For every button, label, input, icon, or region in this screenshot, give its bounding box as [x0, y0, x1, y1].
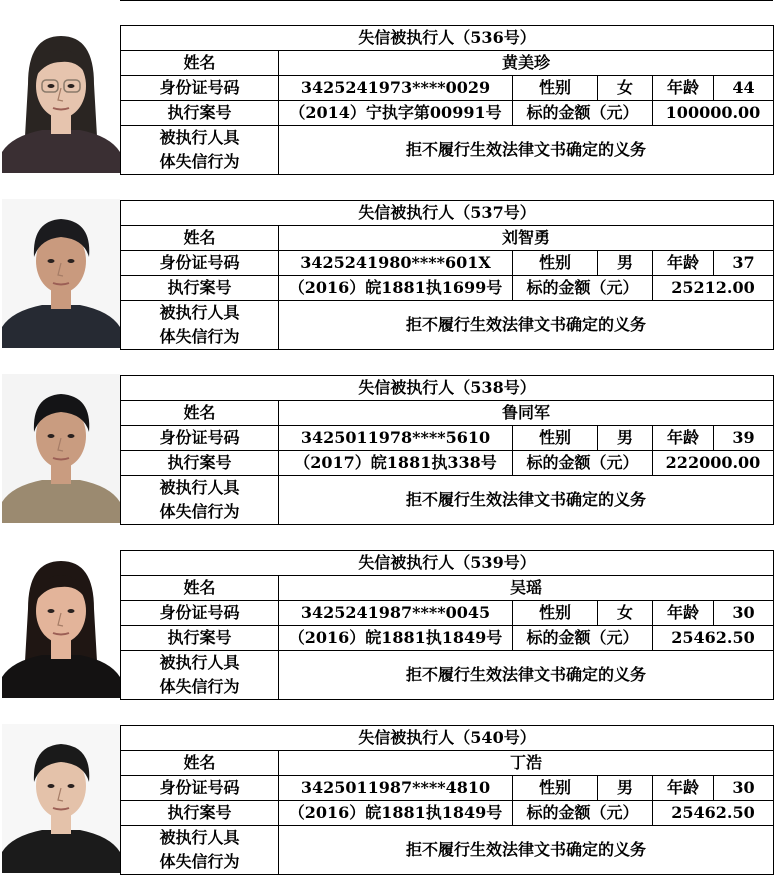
photo-eye-right — [68, 84, 75, 88]
name-value: 丁浩 — [279, 751, 774, 776]
record-table — [120, 550, 774, 700]
record-title: 失信被执行人（540号） — [121, 726, 774, 751]
behavior-label-line2: 体失信行为 — [159, 152, 240, 171]
name-label: 姓名 — [121, 576, 279, 601]
name-label: 姓名 — [121, 401, 279, 426]
name-label: 姓名 — [121, 751, 279, 776]
behavior-value: 拒不履行生效法律文书确定的义务 — [279, 476, 774, 525]
gender-value: 女 — [598, 76, 653, 101]
record-table — [120, 375, 774, 525]
record-title: 失信被执行人（539号） — [121, 551, 774, 576]
amount-value: 25462.50 — [653, 801, 774, 826]
case-number-value: （2016）皖1881执1849号 — [279, 626, 513, 651]
gender-label: 性别 — [513, 251, 598, 276]
gender-value: 男 — [598, 251, 653, 276]
id-number-value: 3425241980****601X — [279, 251, 513, 276]
record-table — [120, 200, 774, 350]
age-value: 30 — [714, 601, 774, 626]
behavior-label-line2: 体失信行为 — [159, 852, 240, 871]
photo-frame — [2, 374, 120, 523]
behavior-label — [121, 476, 279, 525]
case-number-value: （2016）皖1881执1849号 — [279, 801, 513, 826]
amount-value: 25212.00 — [653, 276, 774, 301]
photo-eye-right — [68, 784, 75, 788]
record-2 — [0, 350, 777, 521]
behavior-value: 拒不履行生效法律文书确定的义务 — [279, 301, 774, 350]
amount-label: 标的金额（元） — [513, 101, 653, 126]
age-label: 年龄 — [653, 76, 714, 101]
name-value: 吴瑶 — [279, 576, 774, 601]
amount-value: 100000.00 — [653, 101, 774, 126]
age-value: 39 — [714, 426, 774, 451]
gender-value: 女 — [598, 601, 653, 626]
behavior-label-line2: 体失信行为 — [159, 327, 240, 346]
gender-label: 性别 — [513, 601, 598, 626]
id-number-value: 3425011978****5610 — [279, 426, 513, 451]
behavior-label-line2: 体失信行为 — [159, 502, 240, 521]
behavior-label — [121, 651, 279, 700]
photo-eye-left — [48, 434, 55, 438]
case-number-label: 执行案号 — [121, 101, 279, 126]
amount-label: 标的金额（元） — [513, 801, 653, 826]
id-number-label: 身份证号码 — [121, 601, 279, 626]
amount-label: 标的金额（元） — [513, 276, 653, 301]
behavior-label-line1: 被执行人具 — [159, 478, 240, 497]
age-value: 37 — [714, 251, 774, 276]
name-value: 刘智勇 — [279, 226, 774, 251]
gender-label: 性别 — [513, 76, 598, 101]
id-number-label: 身份证号码 — [121, 76, 279, 101]
photo-frame — [2, 724, 120, 873]
record-title: 失信被执行人（537号） — [121, 201, 774, 226]
age-value: 44 — [714, 76, 774, 101]
id-number-value: 3425241987****0045 — [279, 601, 513, 626]
record-3 — [0, 525, 777, 696]
photo-eye-right — [68, 434, 75, 438]
age-label: 年龄 — [653, 426, 714, 451]
behavior-value: 拒不履行生效法律文书确定的义务 — [279, 826, 774, 875]
photo-frame — [2, 549, 120, 698]
record-1 — [0, 175, 777, 346]
id-number-label: 身份证号码 — [121, 426, 279, 451]
case-number-value: （2016）皖1881执1699号 — [279, 276, 513, 301]
gender-label: 性别 — [513, 776, 598, 801]
portrait-photo-1 — [2, 199, 120, 348]
case-number-label: 执行案号 — [121, 451, 279, 476]
behavior-label-line1: 被执行人具 — [159, 303, 240, 322]
age-label: 年龄 — [653, 251, 714, 276]
record-table — [120, 725, 774, 875]
record-title: 失信被执行人（536号） — [121, 26, 774, 51]
behavior-label-line1: 被执行人具 — [159, 128, 240, 147]
behavior-value: 拒不履行生效法律文书确定的义务 — [279, 651, 774, 700]
photo-eye-left — [48, 259, 55, 263]
record-table — [120, 25, 774, 175]
photo-eye-right — [68, 609, 75, 613]
name-value: 鲁同军 — [279, 401, 774, 426]
behavior-label-line1: 被执行人具 — [159, 828, 240, 847]
behavior-label — [121, 126, 279, 175]
amount-value: 222000.00 — [653, 451, 774, 476]
photo-eye-left — [48, 84, 55, 88]
portrait-photo-2 — [2, 374, 120, 523]
amount-label: 标的金额（元） — [513, 626, 653, 651]
behavior-label — [121, 301, 279, 350]
portrait-photo-0 — [2, 24, 120, 173]
portrait-photo-3 — [2, 549, 120, 698]
record-0 — [0, 0, 777, 171]
id-number-label: 身份证号码 — [121, 776, 279, 801]
age-label: 年龄 — [653, 601, 714, 626]
behavior-label-line2: 体失信行为 — [159, 677, 240, 696]
case-number-label: 执行案号 — [121, 801, 279, 826]
photo-frame — [2, 199, 120, 348]
record-title: 失信被执行人（538号） — [121, 376, 774, 401]
name-label: 姓名 — [121, 226, 279, 251]
record-4 — [0, 700, 777, 871]
behavior-value: 拒不履行生效法律文书确定的义务 — [279, 126, 774, 175]
behavior-label — [121, 826, 279, 875]
id-number-value: 3425011987****4810 — [279, 776, 513, 801]
gender-value: 男 — [598, 426, 653, 451]
amount-label: 标的金额（元） — [513, 451, 653, 476]
age-value: 30 — [714, 776, 774, 801]
behavior-label-line1: 被执行人具 — [159, 653, 240, 672]
name-label: 姓名 — [121, 51, 279, 76]
case-number-value: （2014）宁执字第00991号 — [279, 101, 513, 126]
photo-eye-left — [48, 609, 55, 613]
case-number-label: 执行案号 — [121, 276, 279, 301]
age-label: 年龄 — [653, 776, 714, 801]
photo-frame — [2, 24, 120, 173]
name-value: 黄美珍 — [279, 51, 774, 76]
id-number-label: 身份证号码 — [121, 251, 279, 276]
gender-label: 性别 — [513, 426, 598, 451]
case-number-label: 执行案号 — [121, 626, 279, 651]
amount-value: 25462.50 — [653, 626, 774, 651]
case-number-value: （2017）皖1881执338号 — [279, 451, 513, 476]
photo-eye-left — [48, 784, 55, 788]
photo-eye-right — [68, 259, 75, 263]
gender-value: 男 — [598, 776, 653, 801]
id-number-value: 3425241973****0029 — [279, 76, 513, 101]
portrait-photo-4 — [2, 724, 120, 873]
